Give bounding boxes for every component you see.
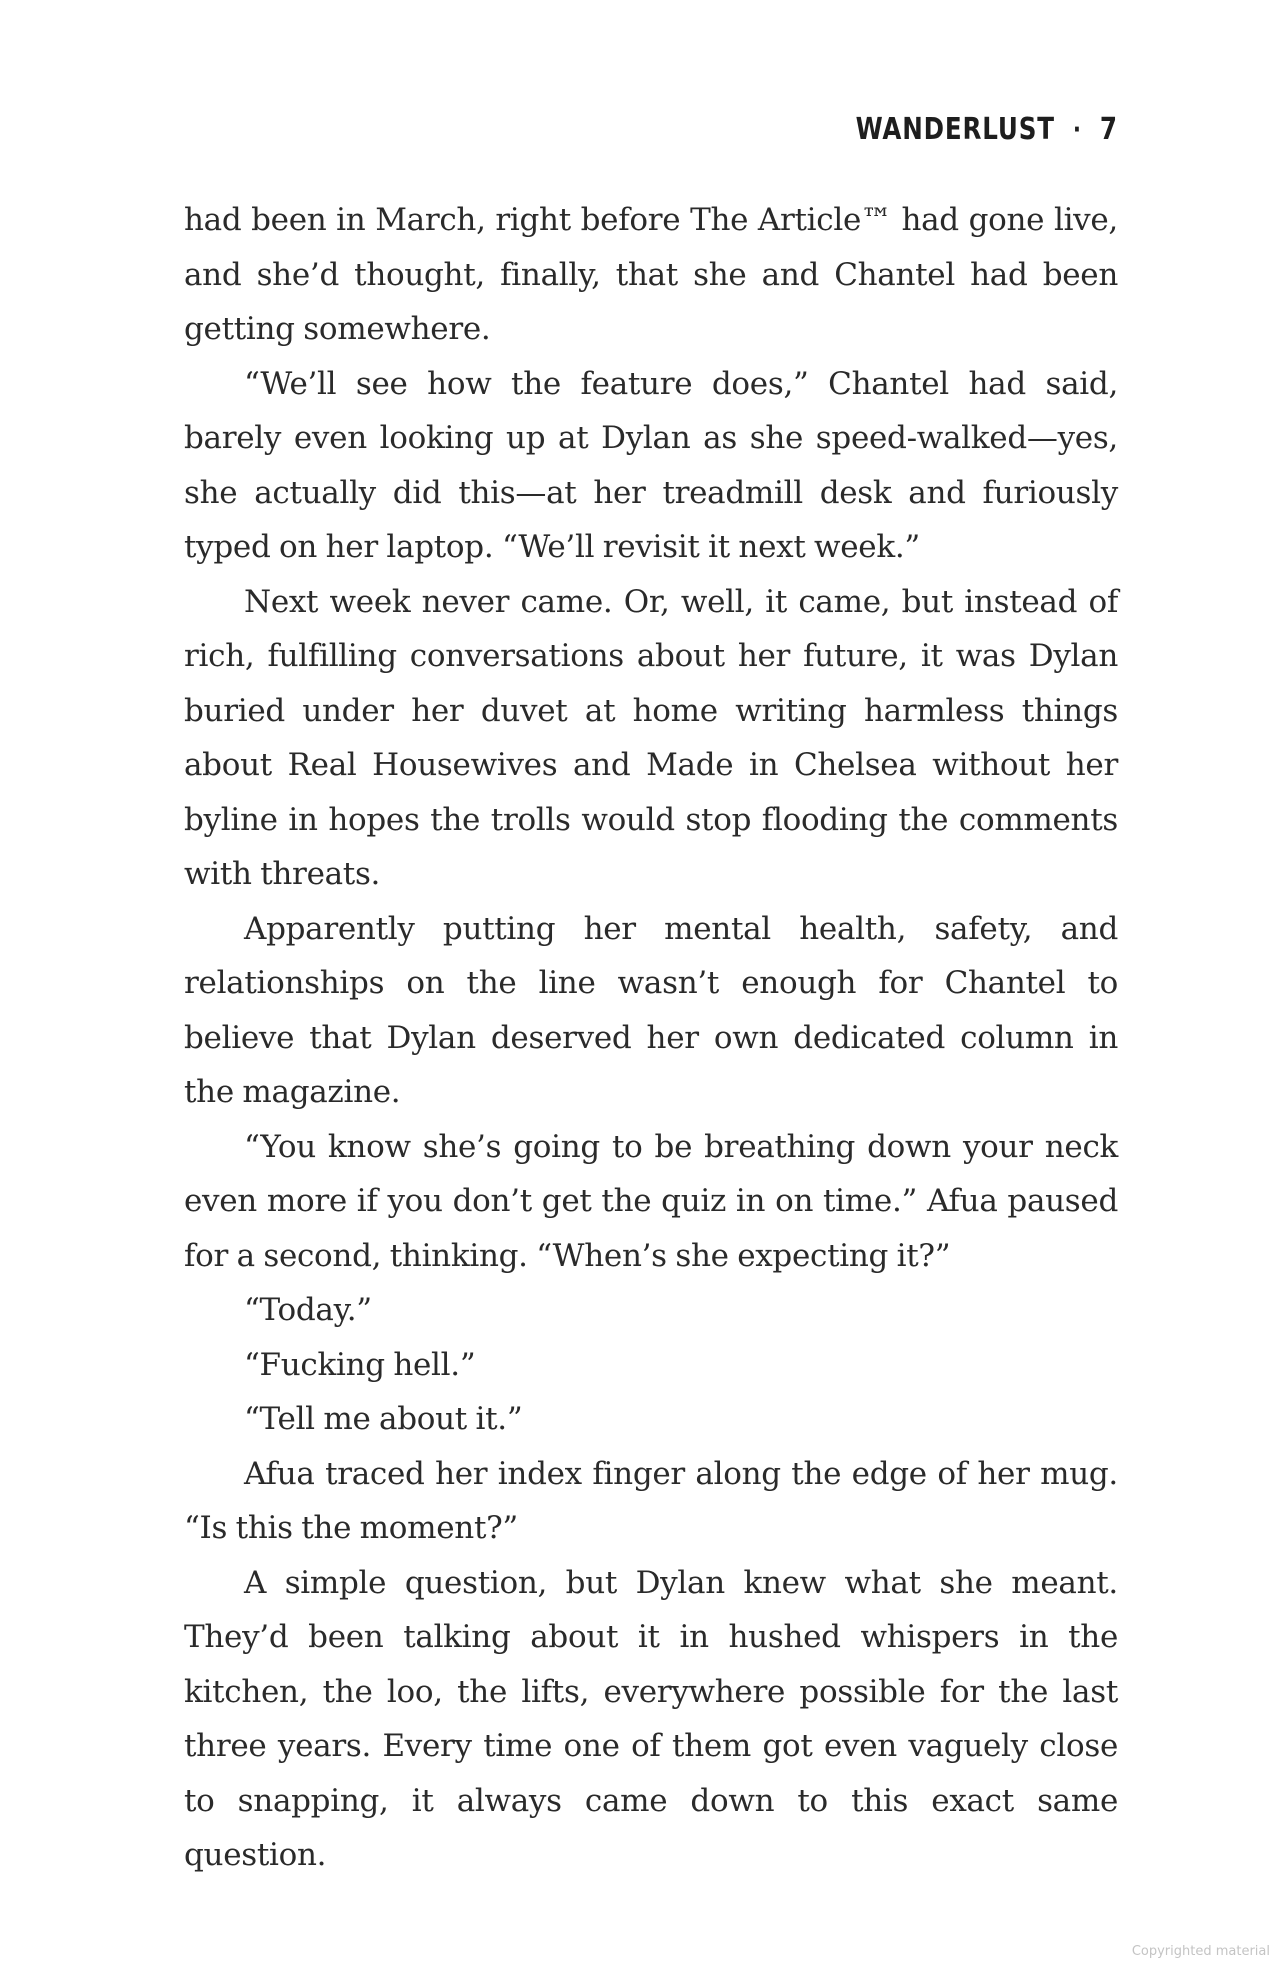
copyright-notice: Copyrighted material [1131, 1944, 1270, 1959]
paragraph: Next week never came. Or, well, it came, but instead of rich, fulfilling conversations about her future, it was Dylan buried under her duvet at home writing harmless things about Real Housewives and Made in Chelsea without her byline in hopes the trolls would stop flooding the comments with threats. [184, 583, 1118, 892]
paragraph: “We’ll see how the feature does,” Chantel had said, barely even looking up at Dylan as she speed-walked—yes, she actually did this—at her treadmill desk and furiously typed on her laptop. “We’ll revisit it next week.” [184, 365, 1118, 565]
header-separator: · [1073, 114, 1083, 145]
paragraph: Apparently putting her mental health, safety, and relationships on the line wasn’t enough for Chantel to believe that Dylan deserved her own dedicated column in the magazine. [184, 910, 1118, 1110]
running-head [856, 112, 1118, 147]
paragraph: had been in March, right before The Article™ had gone live, and she’d thought, finally, that she and Chantel had been getting somewhere. [184, 202, 1118, 347]
body-text [184, 193, 1118, 1883]
page-number: 7 [1100, 112, 1118, 147]
book-title: WANDERLUST [855, 112, 1056, 147]
paragraph: “Tell me about it.” [244, 1401, 523, 1437]
paragraph: “You know she’s going to be breathing down your neck even more if you don’t get the quiz in on time.” Afua paused for a second, thinking. “When’s she expecting it?” [184, 1128, 1118, 1274]
paragraph: “Today.” [244, 1292, 372, 1328]
paragraph: A simple question, but Dylan knew what she meant. They’d been talking about it in hushed whispers in the kitchen, the loo, the lifts, everywhere possible for the last three years. Every time one of them got even vaguely close to snapping, it always came down to this exact same question. [184, 1564, 1118, 1873]
paragraph: Afua traced her index finger along the edge of her mug. “Is this the moment?” [184, 1455, 1118, 1546]
paragraph: “Fucking hell.” [244, 1346, 476, 1383]
